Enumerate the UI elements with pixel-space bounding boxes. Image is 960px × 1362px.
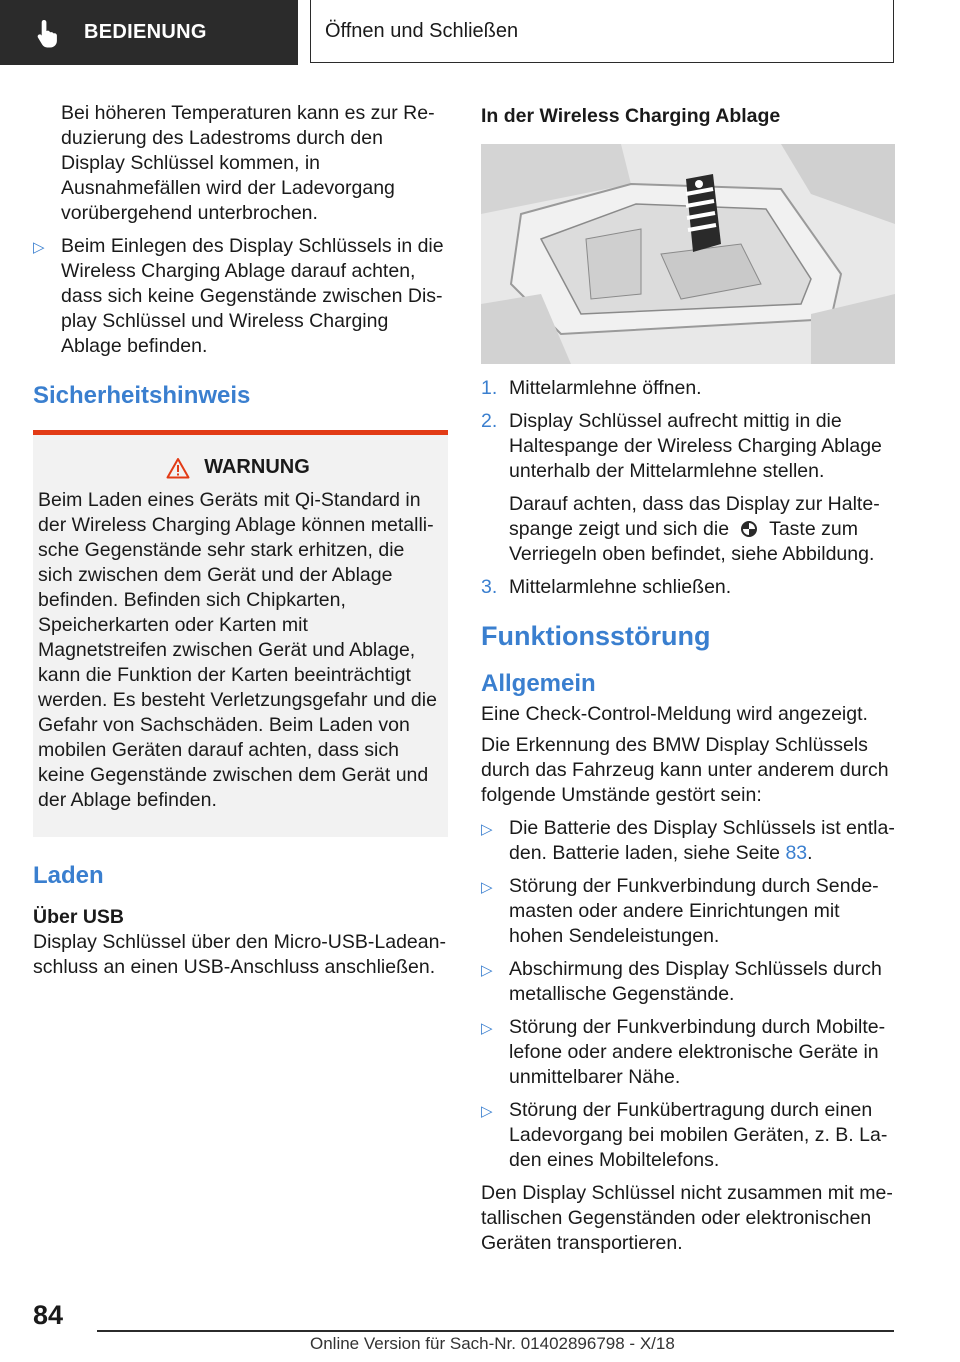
- list-item: [481, 957, 895, 1007]
- warning-title: WARNUNG: [204, 456, 310, 478]
- heading-laden: Laden: [33, 862, 104, 889]
- list-item: [481, 874, 895, 949]
- steps-list: [481, 376, 895, 600]
- section-tab: [0, 0, 298, 65]
- warning-header: [38, 455, 438, 480]
- section-title: BEDIENUNG: [84, 21, 207, 43]
- warning-box: [33, 430, 448, 837]
- warning-text: Beim Laden eines Geräts mit Qi-Standard in der Wireless Charging Ablage können metallische Gegenstände sehr stark erhitzen, die sich zwischen dem Gerät und der Ablage befinden. Befinden sich Chipkarten, Speicherkarten oder Karten mit Magnetstreifen zwischen Gerät und Ablage, kann die Funktion der Karten beeinträchtigt werden. Es besteht Verletzungsgefahr und die Gefahr von Sachschäden. Beim Laden von mobilen Geräten darauf achten, dass sich keine Gegenstände zwischen dem Gerät und der Ablage befinden.: [38, 489, 437, 811]
- closing-text: Den Display Schlüssel nicht zusammen mit metallischen Gegenständen oder elektronischen Geräten transportieren.: [481, 1182, 893, 1254]
- list-item-text: Störung der Funkübertragung durch einen Ladevorgang bei mobilen Geräten, z. B. Laden eines Mobiltelefons.: [509, 1099, 888, 1171]
- right-column: [481, 104, 895, 1256]
- page-link[interactable]: 83: [785, 842, 808, 864]
- list-item: [481, 409, 895, 484]
- footer-online-version: Online Version für Sach-Nr. 01402896798 - X/18: [310, 1334, 675, 1353]
- hand-pointer-icon: [36, 18, 66, 48]
- list-item: [481, 816, 895, 866]
- ablage-title: In der Wireless Charging Ablage: [481, 105, 781, 127]
- list-item-text: Beim Einlegen des Display Schlüssels in die Wireless Charging Ablage darauf achten, dass sich keine Gegenstände zwischen Display Schlüssel und Wireless Charging Ablage befinden.: [61, 235, 444, 357]
- usb-text: Display Schlüssel über den Micro-USB-Ladeanschluss an einen USB-Anschluss anschließen.: [33, 931, 446, 978]
- step-note-text: Taste zum Verriegeln oben befindet, siehe Abbildung.: [509, 518, 875, 565]
- page-number: 84: [33, 1300, 64, 1330]
- triangle-bullet-icon: ▷: [33, 239, 45, 256]
- heading-fault: Funktionsstörung: [481, 621, 711, 651]
- step-text: Mittelarmlehne schließen.: [509, 576, 732, 598]
- step-number: 1.: [481, 377, 498, 399]
- step-number: 2.: [481, 410, 498, 432]
- chapter-header: [310, 0, 894, 63]
- step-note: [481, 492, 895, 567]
- usb-title: Über USB: [33, 906, 125, 928]
- triangle-bullet-icon: ▷: [481, 879, 493, 896]
- triangle-bullet-icon: ▷: [481, 1103, 493, 1120]
- list-item: [33, 234, 448, 359]
- list-item-text: .: [807, 842, 813, 864]
- list-item-text: Abschirmung des Display Schlüssels durch metallische Gegenstände.: [509, 958, 882, 1005]
- general-text-2: Die Erkennung des BMW Display Schlüssels durch das Fahrzeug kann unter anderem durch folgende Umstände gestört sein:: [481, 734, 889, 806]
- left-column: [33, 101, 448, 980]
- step-note-text: Darauf achten, dass das Display zur Haltespange zeigt und sich die: [509, 493, 880, 540]
- triangle-bullet-icon: ▷: [481, 821, 493, 838]
- warning-triangle-icon: [166, 457, 190, 479]
- heading-safety: Sicherheitshinweis: [33, 382, 251, 409]
- armrest-illustration: [481, 144, 895, 364]
- list-item-text: Störung der Funkverbindung durch Mobiltelefone oder andere elektronische Geräte in unmittelbarer Nähe.: [509, 1016, 886, 1088]
- general-text-1: Eine Check-Control-Meldung wird angezeigt.: [481, 703, 868, 725]
- triangle-bullet-icon: ▷: [481, 962, 493, 979]
- list-item: [481, 1015, 895, 1090]
- bmw-logo-button-icon: [741, 521, 757, 537]
- chapter-title: Öffnen und Schließen: [325, 19, 519, 42]
- heading-general: Allgemein: [481, 670, 596, 697]
- step-text: Display Schlüssel aufrecht mittig in die Haltespange der Wireless Charging Ablage unterhalb der Mittelarmlehne stellen.: [509, 410, 882, 482]
- step-text: Mittelarmlehne öffnen.: [509, 377, 702, 399]
- paragraph-temperature: Bei höheren Temperaturen kann es zur Reduzierung des Ladestroms durch den Display Schlüssel kommen, in Ausnahmefällen wird der Ladevorgang vorübergehend unterbrochen.: [61, 102, 435, 224]
- list-item-text: Die Batterie des Display Schlüssels ist entladen. Batterie laden, siehe Seite: [509, 817, 895, 864]
- triangle-bullet-icon: ▷: [481, 1020, 493, 1037]
- footer-divider: [97, 1330, 894, 1332]
- list-item: [481, 1098, 895, 1173]
- list-item-text: Störung der Funkverbindung durch Sendemasten oder andere Einrichtungen mit hohen Sendeleistungen.: [509, 875, 879, 947]
- step-number: 3.: [481, 576, 498, 598]
- list-item: [481, 575, 895, 600]
- list-item: [481, 376, 895, 401]
